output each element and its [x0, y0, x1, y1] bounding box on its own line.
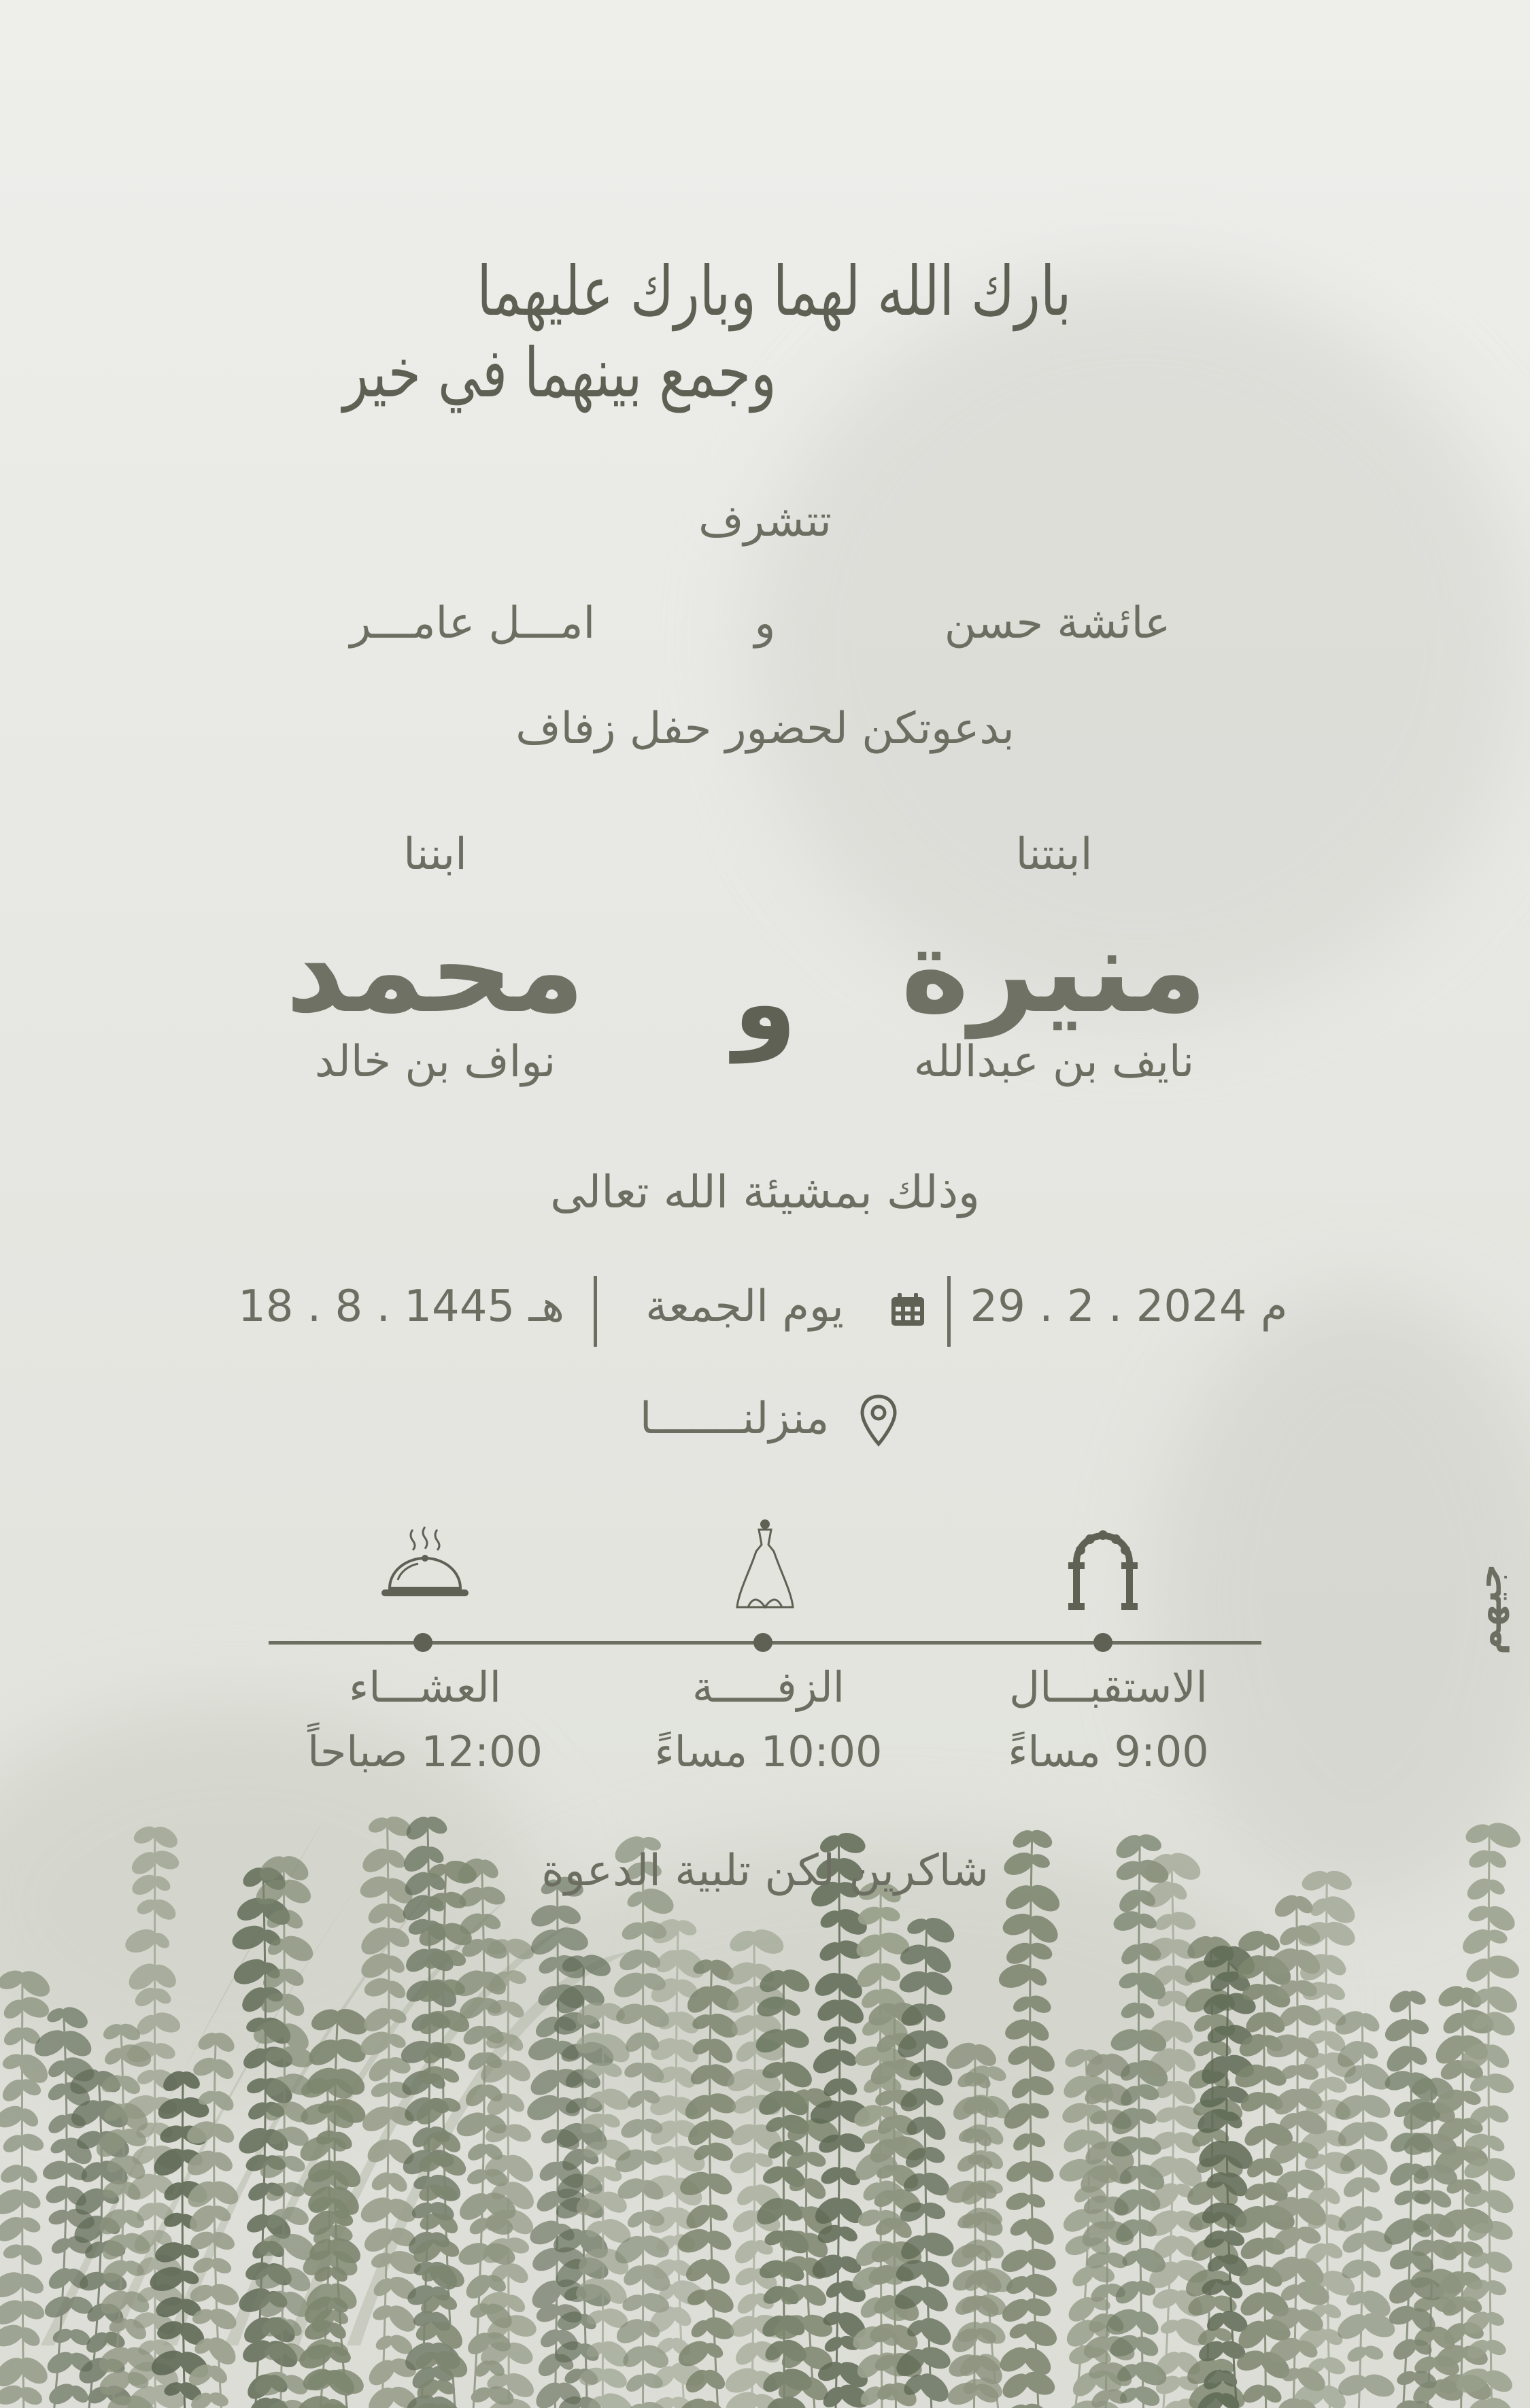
- host-name-1: عائشة حسن: [944, 598, 1171, 649]
- day-text: يوم الجمعة: [645, 1282, 844, 1332]
- timeline-time-dinner: 12:00 صباحاً: [307, 1727, 543, 1776]
- bride-father: نايف بن عبدالله: [913, 1037, 1195, 1087]
- groom-name: محمد: [286, 904, 585, 1039]
- timeline-label-zaffa: الزفـــــة: [692, 1662, 845, 1712]
- bride-name: منيرة: [900, 904, 1208, 1039]
- blessing-line-2: وجمع بينهما في خير: [343, 333, 777, 413]
- timeline-dot: [753, 1633, 772, 1652]
- host-name-2: امـــل عامـــر: [350, 598, 596, 649]
- bride-label: ابنتنا: [1015, 829, 1093, 880]
- mashallah-text: وذلك بمشيئة الله تعالى: [550, 1166, 980, 1218]
- designer-signature: جيهم: [1469, 1564, 1510, 1655]
- eucalyptus-foliage: [0, 1734, 1530, 2408]
- timeline-time-zaffa: 10:00 مساءً: [654, 1727, 883, 1776]
- location-text: منزلنـــــــا: [639, 1394, 830, 1444]
- eucalyptus-stem: [996, 1826, 1064, 2408]
- thanks-text: شاكرين لكن تلبية الدعوة: [541, 1846, 989, 1896]
- location-pin-icon: [858, 1394, 899, 1448]
- arch-icon: [1066, 1523, 1140, 1611]
- hijri-date: 18 . 8 . 1445 هـ: [238, 1282, 564, 1332]
- timeline-label-dinner: العشـــاء: [349, 1662, 501, 1712]
- eucalyptus-stem: [770, 2084, 843, 2408]
- timeline-dot: [413, 1633, 432, 1652]
- bride-dress-icon: [734, 1517, 796, 1613]
- timeline-label-reception: الاستقبـــال: [1009, 1662, 1208, 1712]
- blessing-line-1: بارك الله لهما وبارك عليهما: [477, 252, 1072, 331]
- couple-connector: و: [733, 945, 797, 1063]
- hosts-connector: و: [754, 598, 776, 649]
- food-cloche-icon: [377, 1523, 473, 1604]
- gregorian-date: 29 . 2 . 2024 م: [970, 1282, 1288, 1332]
- calendar-icon: [889, 1292, 926, 1328]
- invitation-text: بدعوتكن لحضور حفل زفاف: [515, 704, 1015, 754]
- groom-label: ابننا: [403, 829, 467, 880]
- date-separator: [594, 1276, 597, 1347]
- timeline-time-reception: 9:00 مساءً: [1008, 1727, 1209, 1776]
- groom-father: نواف بن خالد: [314, 1037, 556, 1087]
- timeline-dot: [1093, 1633, 1112, 1652]
- intro-text: تتشرف: [698, 496, 832, 547]
- date-separator: [947, 1276, 951, 1347]
